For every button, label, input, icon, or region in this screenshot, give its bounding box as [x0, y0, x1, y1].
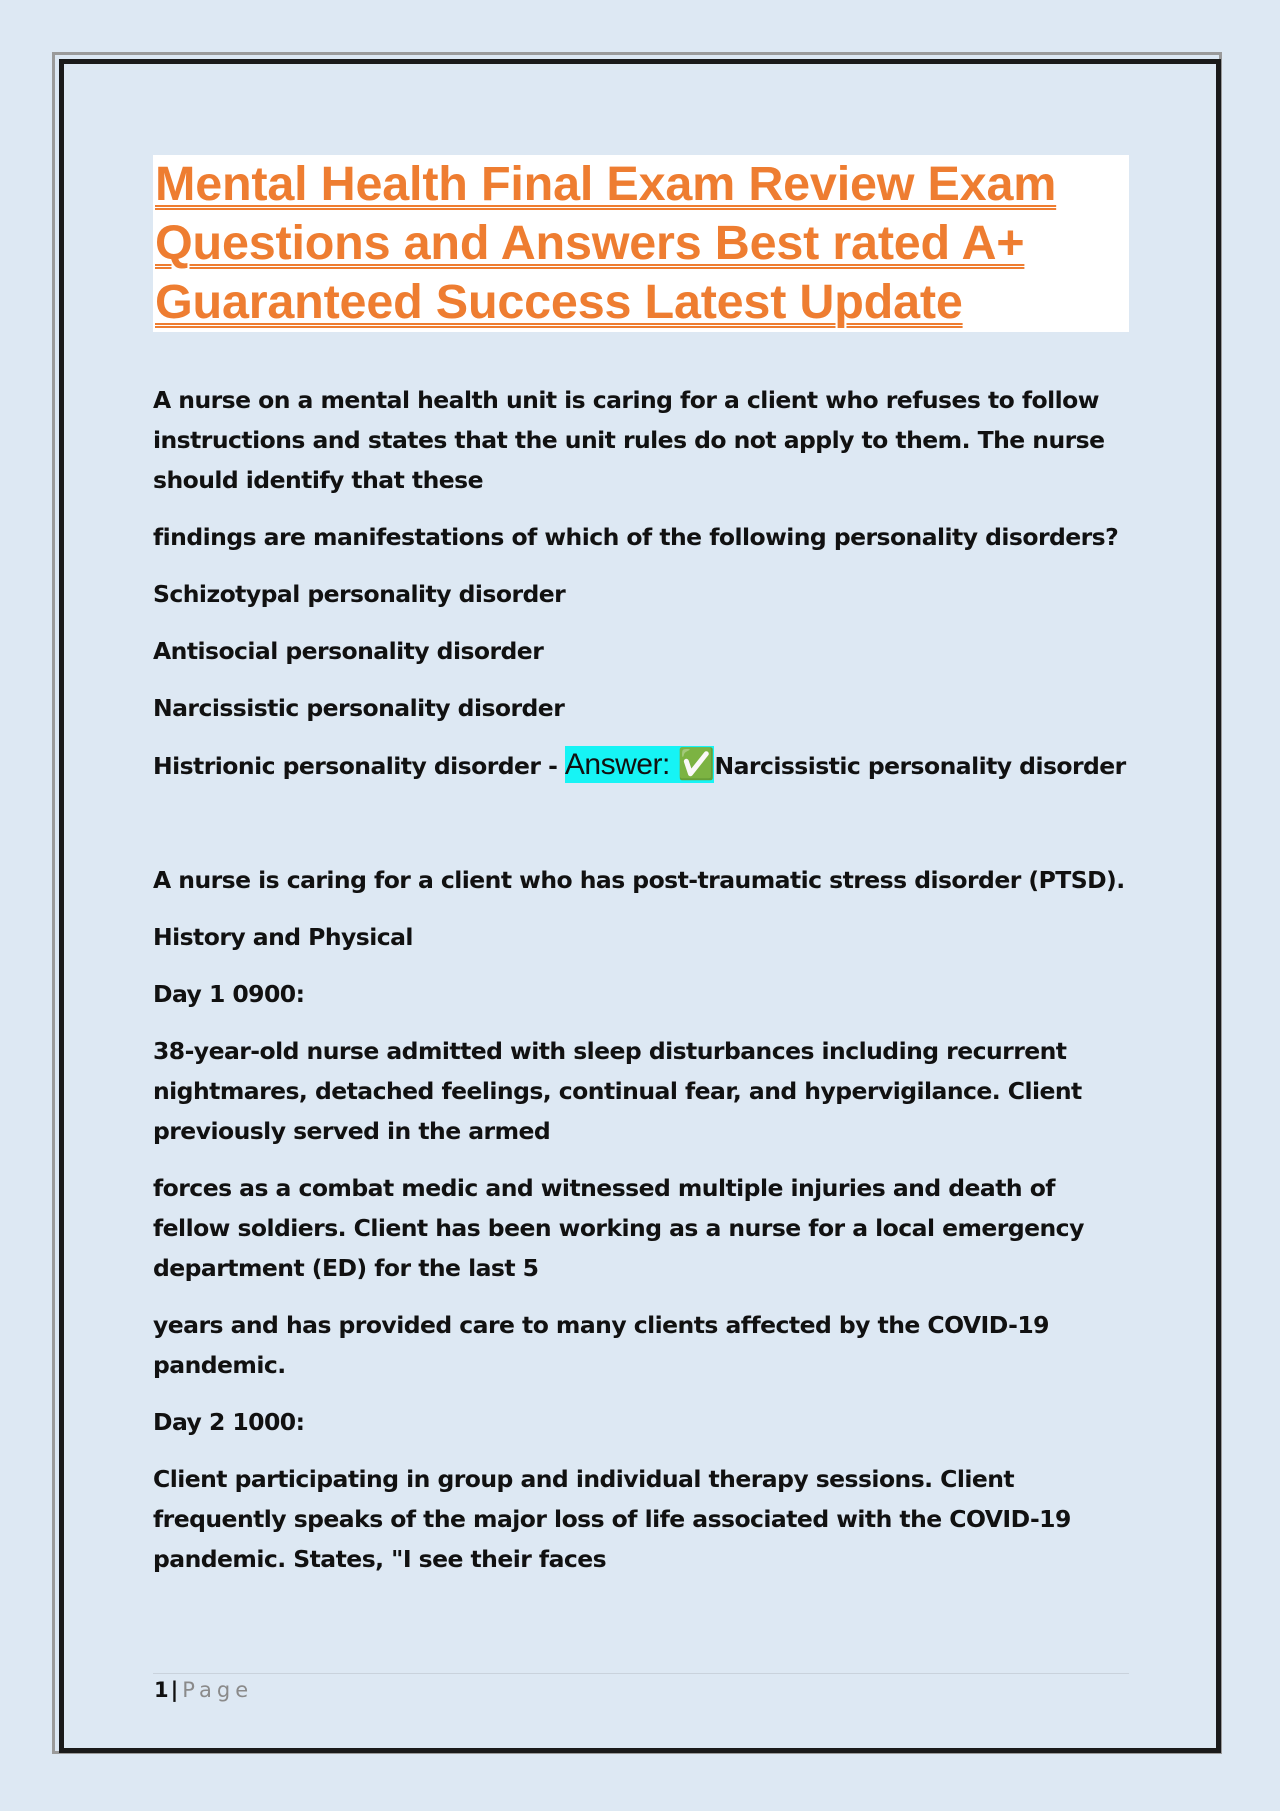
document-title: Mental Health Final Exam Review Exam Questions and Answers Best rated A+ Guaranteed Success Latest Update [155, 157, 1057, 329]
question-1-stem-part1: A nurse on a mental health unit is caring for a client who refuses to follow instructions and states that the unit rules do not apply to them. The nurse should identify that these [153, 386, 1105, 494]
question-1-option-d-line [153, 745, 1129, 786]
question-2-intro: A nurse is caring for a client who has post-traumatic stress disorder (PTSD). [153, 866, 1125, 894]
question-1-option-c: Narcissistic personality disorder [153, 694, 565, 722]
day-1-text-part1: 38-year-old nurse admitted with sleep disturbances including recurrent nightmares, detached feelings, continual fear, and hypervigilance. Client previously served in the armed [153, 1037, 1082, 1145]
question-2 [153, 860, 1129, 1579]
day-1-text-part2: forces as a combat medic and witnessed multiple injuries and death of fellow soldiers. Client has been working as a nurse for a local emergency department (ED) for the last 5 [153, 1174, 1084, 1282]
question-1-option-a: Schizotypal personality disorder [153, 580, 566, 608]
answer-text: Narcissistic personality disorder [714, 752, 1126, 780]
answer-label: Answer: ✅ [564, 748, 715, 781]
footer-separator: | [170, 1678, 179, 1702]
question-1-option-d: Histrionic personality disorder - [153, 752, 565, 780]
day-2-text: Client participating in group and individual therapy sessions. Client frequently speaks of the major loss of life associated with the COVID-19 pandemic. States, "I see their faces [153, 1465, 1071, 1573]
day-2-label: Day 2 1000: [153, 1408, 305, 1436]
question-1 [153, 380, 1129, 786]
day-1-text-part3: years and has provided care to many clients affected by the COVID-19 pandemic. [153, 1311, 1049, 1379]
question-1-option-b: Antisocial personality disorder [153, 637, 544, 665]
footer-divider [153, 1673, 1129, 1674]
history-physical-heading: History and Physical [153, 923, 413, 951]
page-number: 1 [154, 1678, 169, 1702]
document-content [153, 155, 1129, 1579]
day-1-label: Day 1 0900: [153, 980, 305, 1008]
page-footer [154, 1678, 253, 1702]
page-word: Page [182, 1678, 254, 1702]
question-1-stem-part2: findings are manifestations of which of the following personality disorders? [153, 523, 1119, 551]
title-box [153, 155, 1129, 332]
